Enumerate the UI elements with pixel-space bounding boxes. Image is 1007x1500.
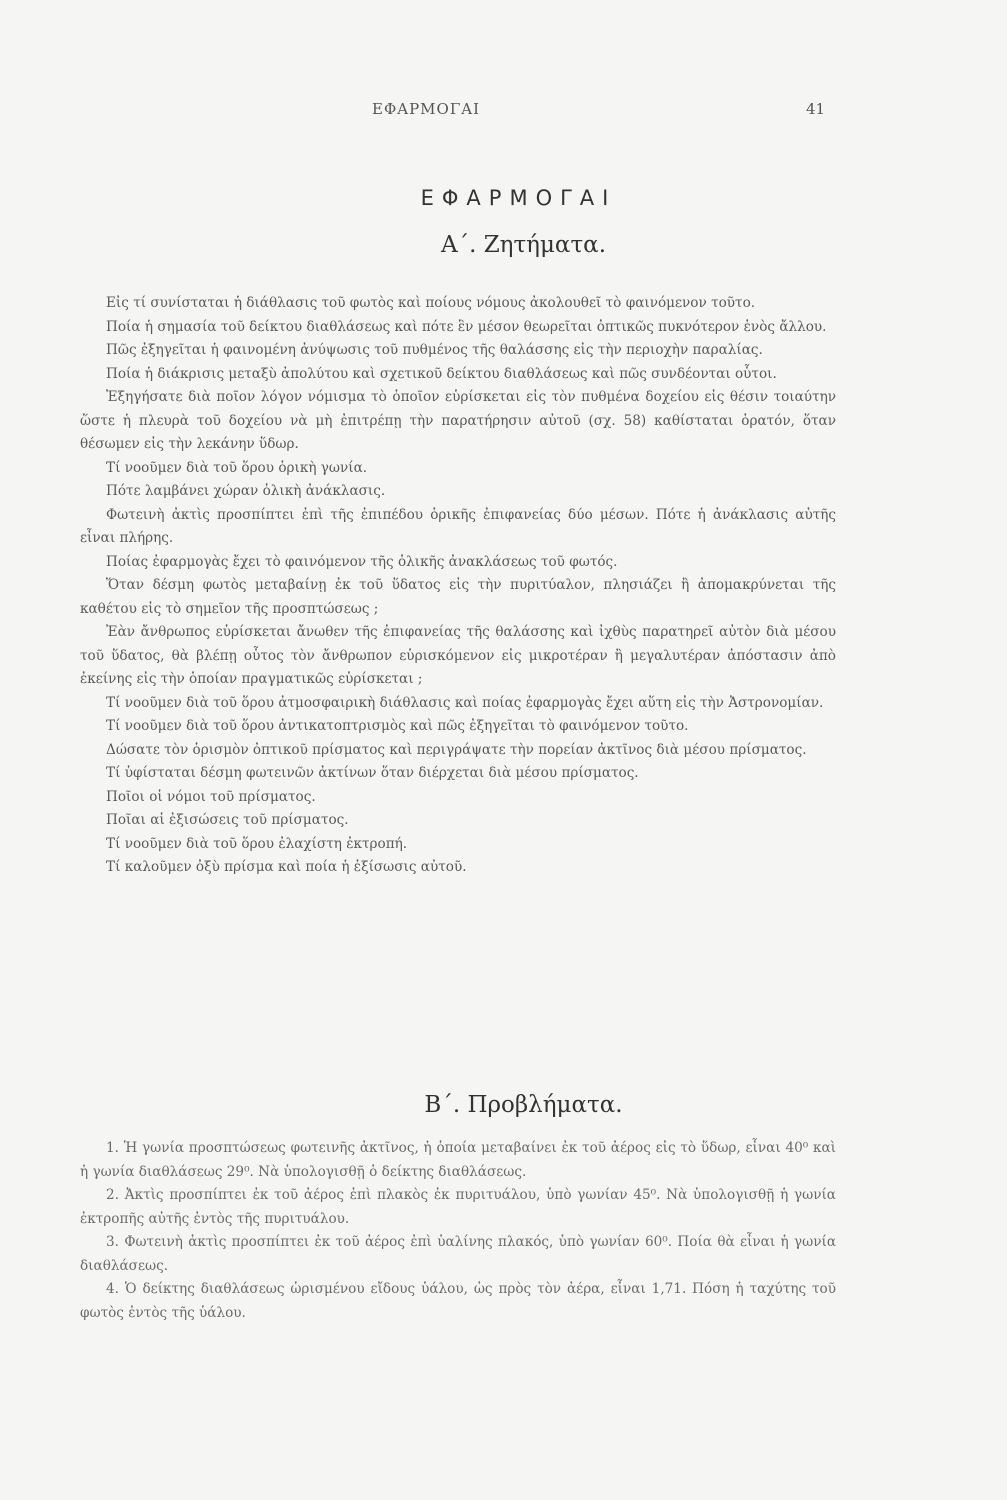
question-item: Ποίας ἐφαρμογὰς ἔχει τὸ φαινόμενον τῆς ὁλικῆς ἀνακλάσεως τοῦ φωτός. xyxy=(106,553,618,570)
section-a-title: Α΄. Ζητήματα. xyxy=(440,232,607,258)
page-number: 41 xyxy=(806,100,826,118)
question-item: Πότε λαμβάνει χώραν ὁλικὴ ἀνάκλασις. xyxy=(106,483,386,499)
problem-item: 4. Ὁ δείκτης διαθλάσεως ὡρισμένου εἴδους ὑάλου, ὡς πρὸς τὸν ἀέρα, εἶναι 1,71. Πόση ἡ ταχύτης τοῦ φωτὸς ἐντὸς τῆς ὑάλου. xyxy=(80,1281,836,1321)
chapter-title: ΕΦΑΡΜΟΓΑΙ xyxy=(420,186,617,210)
problems-list xyxy=(80,1137,836,1325)
section-b-title: Β΄. Προβλήματα. xyxy=(424,1092,623,1118)
question-item: Εἰς τί συνίσταται ἡ διάθλασις τοῦ φωτὸς καὶ ποίους νόμους ἀκολουθεῖ τὸ φαινόμενον τοῦτο. xyxy=(106,295,756,311)
problem-item: 2. Ἀκτὶς προσπίπτει ἐκ τοῦ ἀέρος ἐπὶ πλακὸς ἐκ πυριτυάλου, ὑπὸ γωνίαν 45⁰. Νὰ ὑπολογισθῇ ἡ γωνία ἐκτροπῆς αὐτῆς ἐντὸς τῆς πυριτυάλου. xyxy=(80,1187,836,1227)
question-item: Τί καλοῦμεν ὀξὺ πρίσμα καὶ ποία ἡ ἐξίσωσις αὐτοῦ. xyxy=(106,859,467,875)
question-item: Ποία ἡ σημασία τοῦ δείκτου διαθλάσεως καὶ πότε ἓν μέσον θεωρεῖται ὀπτικῶς πυκνότερον ἑνὸς ἄλλου. xyxy=(106,318,827,335)
question-item: Τί νοοῦμεν διὰ τοῦ ὅρου ἀτμοσφαιρικὴ διάθλασις καὶ ποίας ἐφαρμογὰς ἔχει αὕτη εἰς τὴν Ἀστρονομίαν. xyxy=(106,694,824,711)
running-header-title: ΕΦΑΡΜΟΓΑΙ xyxy=(372,100,480,118)
question-item: Ποῖοι οἱ νόμοι τοῦ πρίσματος. xyxy=(106,788,316,805)
question-item: Ὅταν δέσμη φωτὸς μεταβαίνῃ ἐκ τοῦ ὕδατος εἰς τὴν πυριτύαλον, πλησιάζει ἢ ἀπομακρύνεται τῆς καθέτου εἰς τὸ σημεῖον τῆς προσπτώσεως ; xyxy=(80,577,836,617)
question-item: Δώσατε τὸν ὁρισμὸν ὀπτικοῦ πρίσματος καὶ περιγράψατε τὴν πορείαν ἀκτῖνος διὰ μέσου πρίσματος. xyxy=(106,741,807,758)
problem-item: 3. Φωτεινὴ ἀκτὶς προσπίπτει ἐκ τοῦ ἀέρος ἐπὶ ὑαλίνης πλακός, ὑπὸ γωνίαν 60⁰. Ποία θὰ εἶναι ἡ γωνία διαθλάσεως. xyxy=(80,1234,836,1274)
questions-list xyxy=(80,292,836,880)
question-item: Ἐξηγήσατε διὰ ποῖον λόγον νόμισμα τὸ ὁποῖον εὑρίσκεται εἰς τὸν πυθμένα δοχείου εἰς θέσιν τοιαύτην ὥστε ἡ πλευρὰ τοῦ δοχείου νὰ μὴ ἐπιτρέπῃ τὴν παρατήρησιν αὐτοῦ (σχ. 58) καθίσταται ὁρατόν, ὅταν θέσωμεν εἰς τὴν λεκάνην ὕδωρ. xyxy=(80,389,836,452)
problem-item: 1. Ἡ γωνία προσπτώσεως φωτεινῆς ἀκτῖνος, ἡ ὁποία μεταβαίνει ἐκ τοῦ ἀέρος εἰς τὸ ὕδωρ, εἶναι 40⁰ καὶ ἡ γωνία διαθλάσεως 29⁰. Νὰ ὑπολογισθῇ ὁ δείκτης διαθλάσεως. xyxy=(80,1140,836,1180)
question-item: Ποῖαι αἱ ἐξισώσεις τοῦ πρίσματος. xyxy=(106,812,349,828)
question-item: Τί ὑφίσταται δέσμη φωτεινῶν ἀκτίνων ὅταν διέρχεται διὰ μέσου πρίσματος. xyxy=(106,765,639,781)
question-item: Τί νοοῦμεν διὰ τοῦ ὅρου ὁρικὴ γωνία. xyxy=(106,459,368,476)
question-item: Τί νοοῦμεν διὰ τοῦ ὅρου ἀντικατοπτρισμὸς καὶ πῶς ἐξηγεῖται τὸ φαινόμενον τοῦτο. xyxy=(106,718,689,734)
question-item: Ἐὰν ἄνθρωπος εὑρίσκεται ἄνωθεν τῆς ἐπιφανείας τῆς θαλάσσης καὶ ἰχθὺς παρατηρεῖ αὐτὸν διὰ μέσου τοῦ ὕδατος, θὰ βλέπῃ οὗτος τὸν ἄνθρωπον εὑρισκόμενον εἰς μικροτέραν ἢ μεγαλυτέραν ἀπόστασιν ἀπὸ ἐκείνης εἰς τὴν ὁποίαν πραγματικῶς εὑρίσκεται ; xyxy=(80,624,836,687)
question-item: Φωτεινὴ ἀκτὶς προσπίπτει ἐπὶ τῆς ἐπιπέδου ὁρικῆς ἐπιφανείας δύο μέσων. Πότε ἡ ἀνάκλασις αὐτῆς εἶναι πλήρης. xyxy=(80,506,836,546)
question-item: Ποία ἡ διάκρισις μεταξὺ ἀπολύτου καὶ σχετικοῦ δείκτου διαθλάσεως καὶ πῶς συνδέονται οὗτοι. xyxy=(106,365,777,382)
question-item: Τί νοοῦμεν διὰ τοῦ ὅρου ἐλαχίστη ἐκτροπή. xyxy=(106,835,408,852)
question-item: Πῶς ἐξηγεῖται ἡ φαινομένη ἀνύψωσις τοῦ πυθμένος τῆς θαλάσσης εἰς τὴν περιοχὴν παραλίας. xyxy=(106,342,763,358)
